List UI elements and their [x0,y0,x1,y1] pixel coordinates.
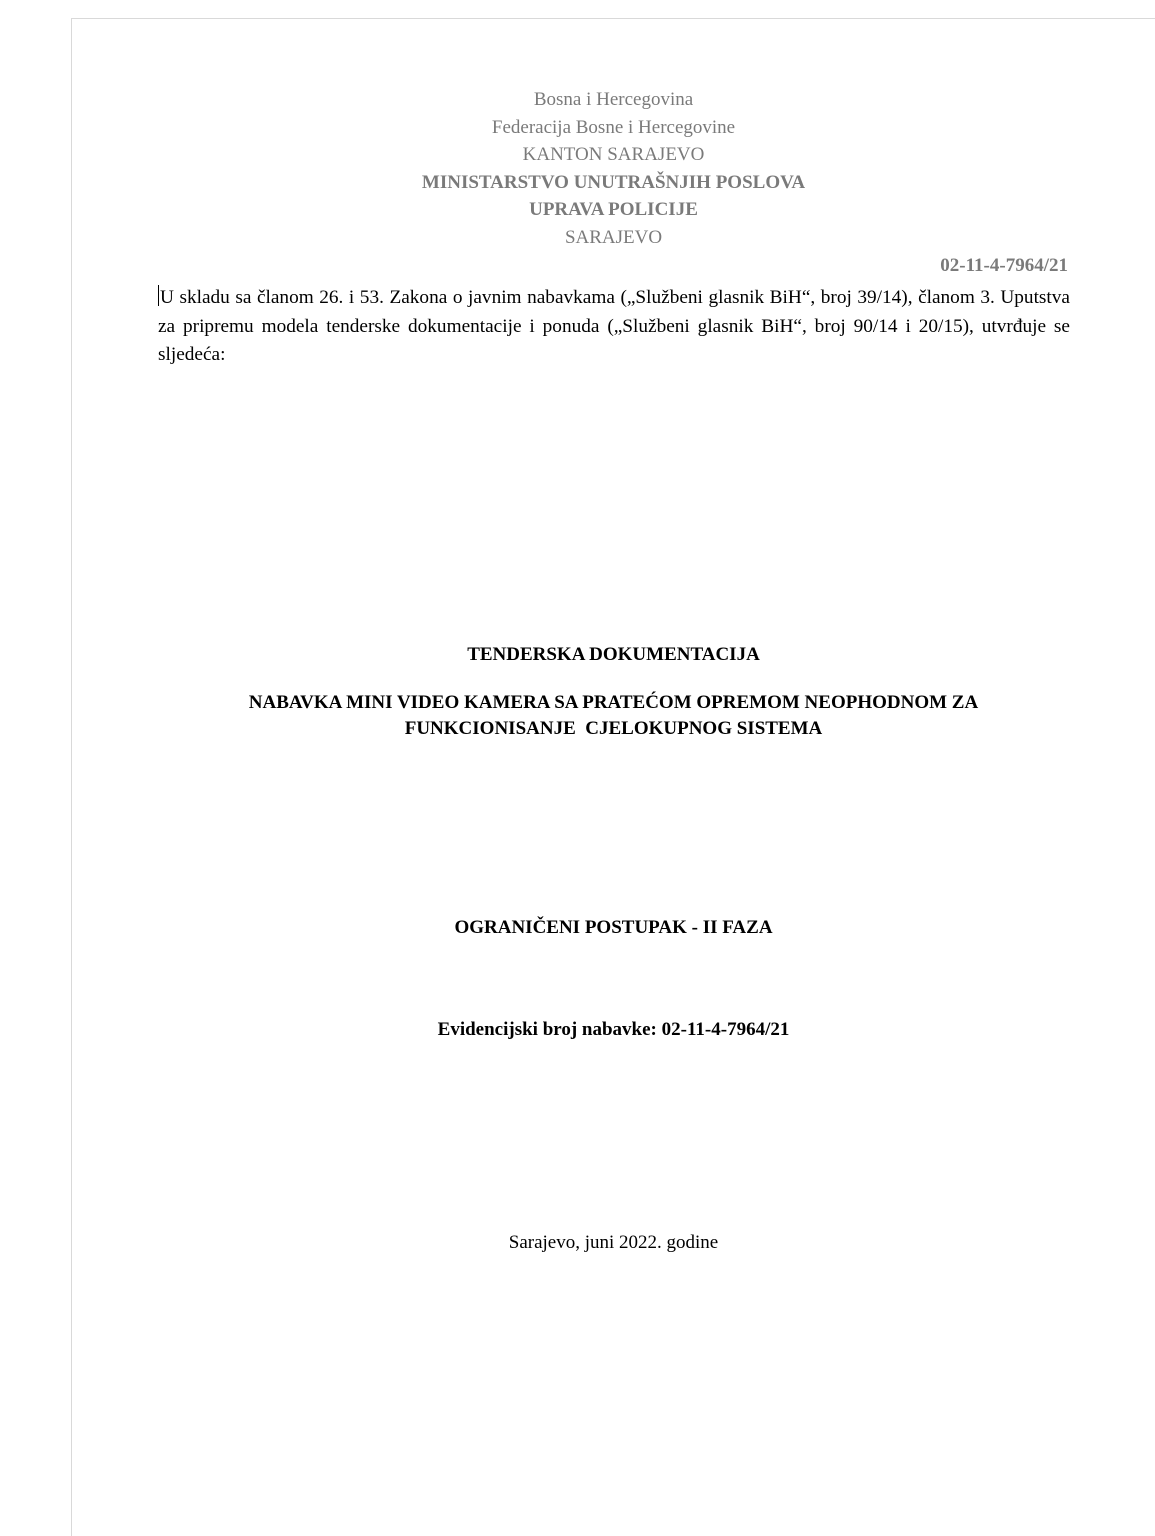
letterhead-canton: KANTON SARAJEVO [522,144,705,166]
intro-paragraph[interactable] [158,284,1070,370]
procurement-subject-line-2: FUNKCIONISANJE CJELOKUPNOG SISTEMA [404,718,823,739]
procedure-type: OGRANIČENI POSTUPAK - II FAZA [454,917,773,938]
letterhead [71,86,1155,252]
record-number: Evidencijski broj nabavke: 02-11-4-7964/21 [437,1019,790,1040]
procurement-subject-line-1: NABAVKA MINI VIDEO KAMERA SA PRATEĆOM OPREMOM NEOPHODNOM ZA [248,692,979,713]
letterhead-ministry: MINISTARSTVO UNUTRAŠNJIH POSLOVA [421,171,806,193]
reference-number: 02-11-4-7964/21 [940,255,1068,276]
letterhead-city: SARAJEVO [564,226,663,248]
intro-text: U skladu sa članom 26. i 53. Zakona o javnim nabavkama („Službeni glasnik BiH“, broj 39/14), članom 3. Uputstva za pripremu modela tenderske dokumentacije i ponuda („Službeni glasnik BiH“, broj 90/14 i 20/15), utvrđuje se sljedeća: [158,287,1070,365]
place-date: Sarajevo, juni 2022. godine [508,1232,719,1253]
document-title: TENDERSKA DOKUMENTACIJA [467,644,760,665]
letterhead-federation: Federacija Bosne i Hercegovine [491,116,736,138]
procurement-subject [71,690,1155,742]
text-cursor [158,285,159,306]
letterhead-administration: UPRAVA POLICIJE [529,199,698,221]
letterhead-country: Bosna i Hercegovina [533,89,694,110]
